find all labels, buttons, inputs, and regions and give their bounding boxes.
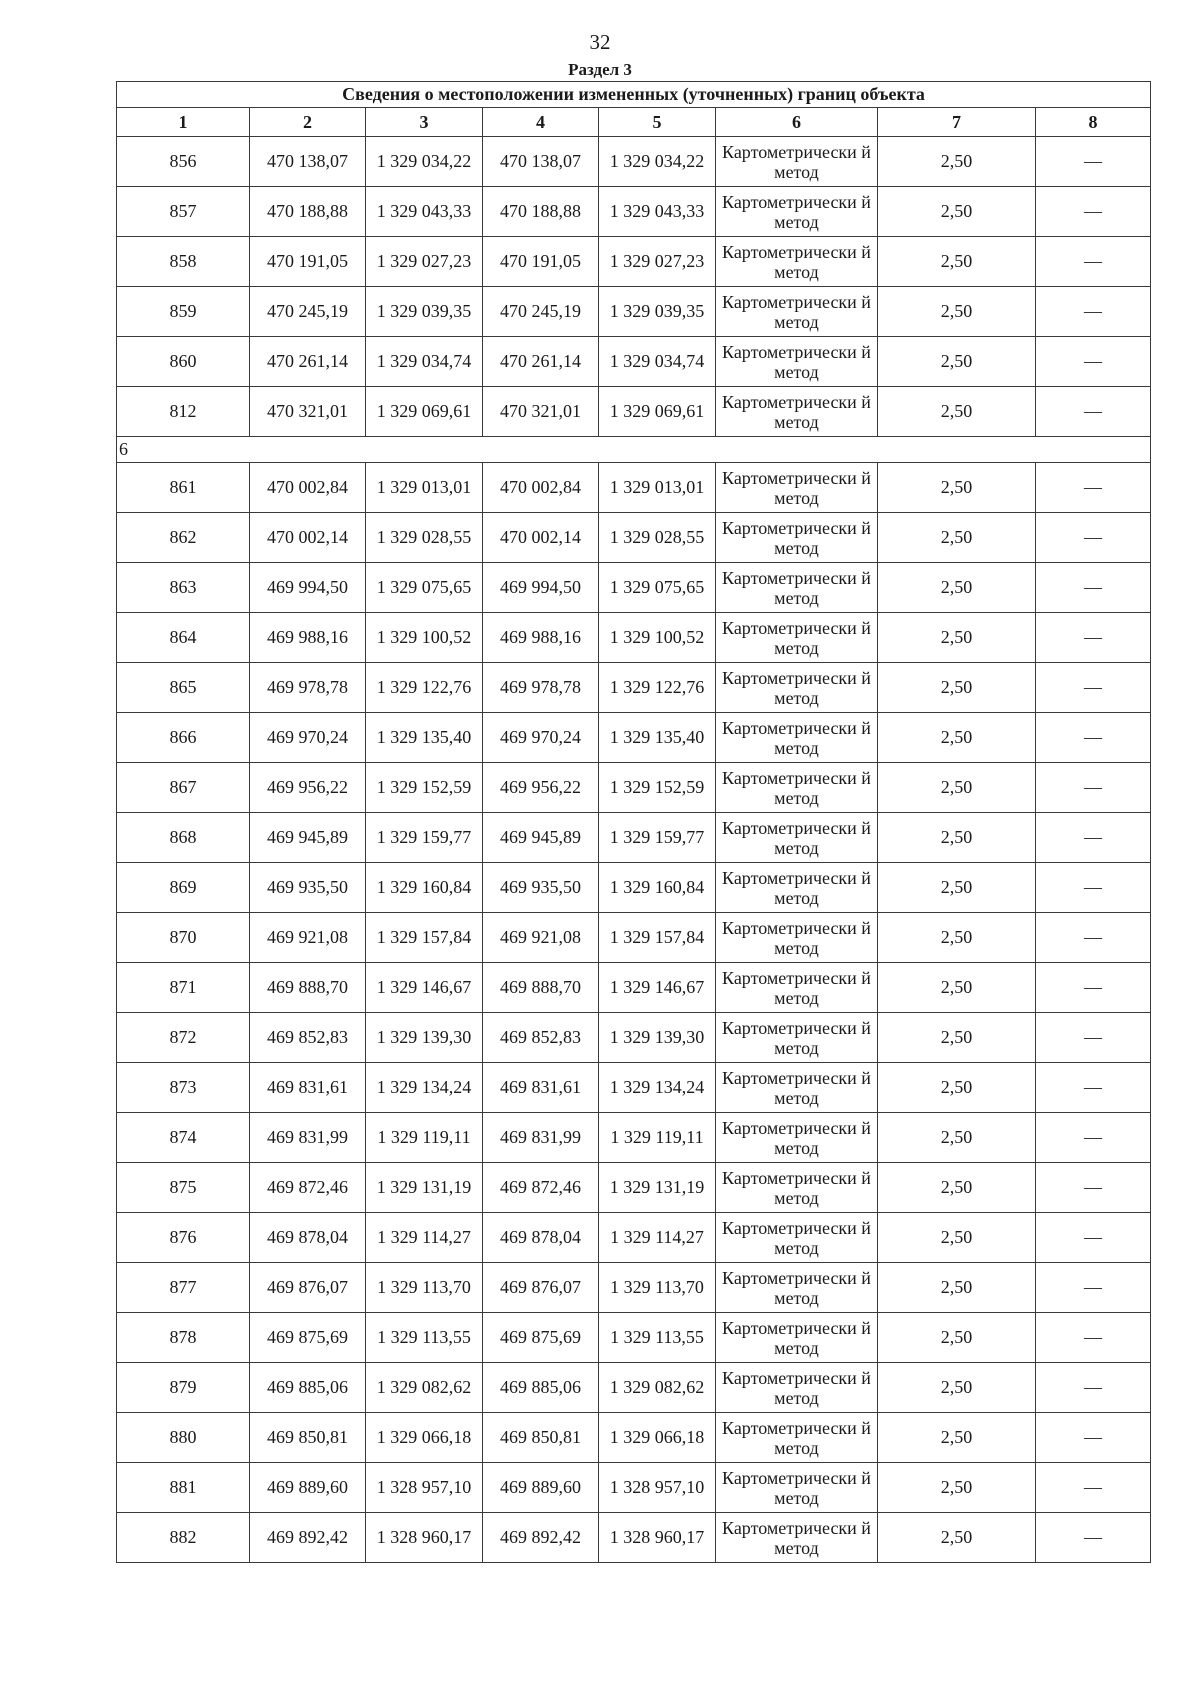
y-existing-cell: 1 329 122,76 [366,663,483,713]
x-refined-cell: 469 935,50 [483,863,599,913]
accuracy-cell: 2,50 [878,563,1036,613]
accuracy-cell: 2,50 [878,1363,1036,1413]
note-cell: — [1036,713,1151,763]
y-refined-cell: 1 328 957,10 [599,1463,716,1513]
x-existing-cell: 469 888,70 [250,963,366,1013]
x-refined-cell: 469 872,46 [483,1163,599,1213]
point-number-cell: 877 [117,1263,250,1313]
point-number-cell: 879 [117,1363,250,1413]
y-existing-cell: 1 328 960,17 [366,1513,483,1563]
x-existing-cell: 470 191,05 [250,237,366,287]
x-refined-cell: 469 892,42 [483,1513,599,1563]
method-cell: Картометрически й метод [716,963,878,1013]
y-existing-cell: 1 329 028,55 [366,513,483,563]
method-cell: Картометрически й метод [716,1013,878,1063]
note-cell: — [1036,1313,1151,1363]
point-number-cell: 861 [117,463,250,513]
table-row [117,663,1151,713]
y-existing-cell: 1 329 069,61 [366,387,483,437]
y-refined-cell: 1 329 114,27 [599,1213,716,1263]
point-number-cell: 868 [117,813,250,863]
note-cell: — [1036,337,1151,387]
x-refined-cell: 469 978,78 [483,663,599,713]
x-refined-cell: 470 321,01 [483,387,599,437]
method-cell: Картометрически й метод [716,1463,878,1513]
note-cell: — [1036,663,1151,713]
x-existing-cell: 470 138,07 [250,137,366,187]
y-existing-cell: 1 329 114,27 [366,1213,483,1263]
table-row [117,1113,1151,1163]
method-cell: Картометрически й метод [716,713,878,763]
point-number-cell: 872 [117,1013,250,1063]
x-existing-cell: 469 831,61 [250,1063,366,1113]
y-refined-cell: 1 329 066,18 [599,1413,716,1463]
note-cell: — [1036,1113,1151,1163]
table-row [117,337,1151,387]
method-cell: Картометрически й метод [716,1163,878,1213]
accuracy-cell: 2,50 [878,513,1036,563]
x-refined-cell: 469 945,89 [483,813,599,863]
note-cell: — [1036,613,1151,663]
point-number-cell: 862 [117,513,250,563]
column-number: 6 [716,108,878,137]
y-refined-cell: 1 328 960,17 [599,1513,716,1563]
x-existing-cell: 470 002,84 [250,463,366,513]
table-row [117,763,1151,813]
x-refined-cell: 469 921,08 [483,913,599,963]
y-existing-cell: 1 329 157,84 [366,913,483,963]
y-refined-cell: 1 329 100,52 [599,613,716,663]
y-refined-cell: 1 329 113,55 [599,1313,716,1363]
y-refined-cell: 1 329 159,77 [599,813,716,863]
y-existing-cell: 1 329 100,52 [366,613,483,663]
table-row [117,1313,1151,1363]
point-number-cell: 876 [117,1213,250,1263]
x-refined-cell: 469 956,22 [483,763,599,813]
x-refined-cell: 470 245,19 [483,287,599,337]
accuracy-cell: 2,50 [878,613,1036,663]
table-row [117,563,1151,613]
point-number-cell: 864 [117,613,250,663]
y-refined-cell: 1 329 139,30 [599,1013,716,1063]
y-refined-cell: 1 329 034,22 [599,137,716,187]
y-refined-cell: 1 329 113,70 [599,1263,716,1313]
note-cell: — [1036,1013,1151,1063]
x-refined-cell: 469 852,83 [483,1013,599,1063]
x-refined-cell: 470 188,88 [483,187,599,237]
point-number-cell: 878 [117,1313,250,1363]
table-row [117,1263,1151,1313]
accuracy-cell: 2,50 [878,337,1036,387]
x-existing-cell: 469 970,24 [250,713,366,763]
accuracy-cell: 2,50 [878,863,1036,913]
table-row [117,463,1151,513]
method-cell: Картометрически й метод [716,1213,878,1263]
note-cell: — [1036,187,1151,237]
accuracy-cell: 2,50 [878,1513,1036,1563]
note-cell: — [1036,1063,1151,1113]
note-cell: — [1036,463,1151,513]
note-cell: — [1036,1363,1151,1413]
y-existing-cell: 1 329 027,23 [366,237,483,287]
accuracy-cell: 2,50 [878,1263,1036,1313]
table-row [117,1463,1151,1513]
table-body [117,82,1151,1563]
page-number: 32 [589,30,611,54]
y-existing-cell: 1 329 082,62 [366,1363,483,1413]
boundary-table [116,81,1151,1563]
x-refined-cell: 469 850,81 [483,1413,599,1463]
method-cell: Картометрически й метод [716,563,878,613]
point-number-cell: 874 [117,1113,250,1163]
point-number-cell: 860 [117,337,250,387]
x-existing-cell: 470 188,88 [250,187,366,237]
accuracy-cell: 2,50 [878,1413,1036,1463]
x-refined-cell: 469 888,70 [483,963,599,1013]
method-cell: Картометрически й метод [716,387,878,437]
x-existing-cell: 469 872,46 [250,1163,366,1213]
note-cell: — [1036,137,1151,187]
y-existing-cell: 1 329 134,24 [366,1063,483,1113]
x-existing-cell: 469 892,42 [250,1513,366,1563]
accuracy-cell: 2,50 [878,463,1036,513]
point-number-cell: 867 [117,763,250,813]
x-refined-cell: 470 002,14 [483,513,599,563]
table-row [117,713,1151,763]
method-cell: Картометрически й метод [716,137,878,187]
table-row [117,813,1151,863]
method-cell: Картометрически й метод [716,187,878,237]
x-refined-cell: 470 002,84 [483,463,599,513]
table-row [117,1163,1151,1213]
column-number: 7 [878,108,1036,137]
table-row [117,287,1151,337]
note-cell: — [1036,1413,1151,1463]
column-number-row [117,108,1151,137]
point-number-cell: 870 [117,913,250,963]
x-refined-cell: 470 138,07 [483,137,599,187]
y-refined-cell: 1 329 082,62 [599,1363,716,1413]
x-existing-cell: 469 885,06 [250,1363,366,1413]
table-row [117,613,1151,663]
x-refined-cell: 469 831,99 [483,1113,599,1163]
y-refined-cell: 1 329 135,40 [599,713,716,763]
x-existing-cell: 470 245,19 [250,287,366,337]
method-cell: Картометрически й метод [716,863,878,913]
accuracy-cell: 2,50 [878,1213,1036,1263]
note-cell: — [1036,513,1151,563]
note-cell: — [1036,763,1151,813]
x-refined-cell: 469 875,69 [483,1313,599,1363]
method-cell: Картометрически й метод [716,1513,878,1563]
point-number-cell: 865 [117,663,250,713]
point-number-cell: 880 [117,1413,250,1463]
y-refined-cell: 1 329 146,67 [599,963,716,1013]
caption-row [117,82,1151,108]
x-existing-cell: 469 945,89 [250,813,366,863]
method-cell: Картометрически й метод [716,1363,878,1413]
accuracy-cell: 2,50 [878,913,1036,963]
accuracy-cell: 2,50 [878,663,1036,713]
y-refined-cell: 1 329 069,61 [599,387,716,437]
note-cell: — [1036,1163,1151,1213]
y-refined-cell: 1 329 134,24 [599,1063,716,1113]
y-existing-cell: 1 329 039,35 [366,287,483,337]
method-cell: Картометрически й метод [716,1113,878,1163]
accuracy-cell: 2,50 [878,1063,1036,1113]
x-existing-cell: 470 002,14 [250,513,366,563]
note-cell: — [1036,913,1151,963]
y-existing-cell: 1 329 066,18 [366,1413,483,1463]
accuracy-cell: 2,50 [878,813,1036,863]
table-row [117,137,1151,187]
point-number-cell: 859 [117,287,250,337]
x-existing-cell: 469 889,60 [250,1463,366,1513]
point-number-cell: 869 [117,863,250,913]
y-existing-cell: 1 329 034,22 [366,137,483,187]
note-cell: — [1036,863,1151,913]
y-existing-cell: 1 329 146,67 [366,963,483,1013]
x-existing-cell: 470 321,01 [250,387,366,437]
table-row [117,1513,1151,1563]
table-row [117,1363,1151,1413]
y-existing-cell: 1 329 075,65 [366,563,483,613]
column-number: 4 [483,108,599,137]
x-existing-cell: 469 852,83 [250,1013,366,1063]
accuracy-cell: 2,50 [878,1463,1036,1513]
method-cell: Картометрически й метод [716,1063,878,1113]
point-number-cell: 873 [117,1063,250,1113]
column-number: 1 [117,108,250,137]
method-cell: Картометрически й метод [716,287,878,337]
column-number: 3 [366,108,483,137]
x-existing-cell: 469 831,99 [250,1113,366,1163]
point-number-cell: 856 [117,137,250,187]
x-refined-cell: 470 261,14 [483,337,599,387]
x-existing-cell: 469 850,81 [250,1413,366,1463]
y-existing-cell: 1 328 957,10 [366,1463,483,1513]
method-cell: Картометрически й метод [716,1263,878,1313]
note-cell: — [1036,287,1151,337]
point-number-cell: 857 [117,187,250,237]
y-existing-cell: 1 329 113,70 [366,1263,483,1313]
accuracy-cell: 2,50 [878,1313,1036,1363]
y-refined-cell: 1 329 027,23 [599,237,716,287]
y-existing-cell: 1 329 119,11 [366,1113,483,1163]
y-refined-cell: 1 329 157,84 [599,913,716,963]
note-cell: — [1036,813,1151,863]
x-existing-cell: 469 935,50 [250,863,366,913]
table-row [117,187,1151,237]
x-existing-cell: 469 994,50 [250,563,366,613]
y-existing-cell: 1 329 113,55 [366,1313,483,1363]
x-existing-cell: 469 978,78 [250,663,366,713]
method-cell: Картометрически й метод [716,763,878,813]
accuracy-cell: 2,50 [878,387,1036,437]
table-row [117,387,1151,437]
x-refined-cell: 469 970,24 [483,713,599,763]
y-refined-cell: 1 329 043,33 [599,187,716,237]
x-existing-cell: 470 261,14 [250,337,366,387]
note-cell: — [1036,1463,1151,1513]
method-cell: Картометрически й метод [716,613,878,663]
y-refined-cell: 1 329 013,01 [599,463,716,513]
x-refined-cell: 470 191,05 [483,237,599,287]
method-cell: Картометрически й метод [716,237,878,287]
accuracy-cell: 2,50 [878,237,1036,287]
note-cell: — [1036,387,1151,437]
y-refined-cell: 1 329 028,55 [599,513,716,563]
y-existing-cell: 1 329 152,59 [366,763,483,813]
contour-group-label: 6 [117,437,1151,463]
point-number-cell: 812 [117,387,250,437]
x-existing-cell: 469 878,04 [250,1213,366,1263]
y-refined-cell: 1 329 039,35 [599,287,716,337]
x-existing-cell: 469 988,16 [250,613,366,663]
column-number: 2 [250,108,366,137]
note-cell: — [1036,1263,1151,1313]
table-row [117,1013,1151,1063]
point-number-cell: 871 [117,963,250,1013]
x-refined-cell: 469 994,50 [483,563,599,613]
x-refined-cell: 469 878,04 [483,1213,599,1263]
y-refined-cell: 1 329 075,65 [599,563,716,613]
accuracy-cell: 2,50 [878,763,1036,813]
x-refined-cell: 469 889,60 [483,1463,599,1513]
method-cell: Картометрически й метод [716,813,878,863]
table-row [117,863,1151,913]
table-row [117,913,1151,963]
y-existing-cell: 1 329 160,84 [366,863,483,913]
y-existing-cell: 1 329 159,77 [366,813,483,863]
section-title: Раздел 3 [568,60,632,79]
method-cell: Картометрически й метод [716,1313,878,1363]
note-cell: — [1036,963,1151,1013]
accuracy-cell: 2,50 [878,137,1036,187]
method-cell: Картометрически й метод [716,663,878,713]
accuracy-cell: 2,50 [878,1113,1036,1163]
point-number-cell: 882 [117,1513,250,1563]
contour-group-row [117,437,1151,463]
method-cell: Картометрически й метод [716,513,878,563]
method-cell: Картометрически й метод [716,913,878,963]
accuracy-cell: 2,50 [878,187,1036,237]
y-existing-cell: 1 329 013,01 [366,463,483,513]
note-cell: — [1036,1213,1151,1263]
x-refined-cell: 469 876,07 [483,1263,599,1313]
note-cell: — [1036,563,1151,613]
y-existing-cell: 1 329 034,74 [366,337,483,387]
accuracy-cell: 2,50 [878,1163,1036,1213]
point-number-cell: 858 [117,237,250,287]
y-existing-cell: 1 329 139,30 [366,1013,483,1063]
accuracy-cell: 2,50 [878,287,1036,337]
x-existing-cell: 469 956,22 [250,763,366,813]
x-existing-cell: 469 875,69 [250,1313,366,1363]
accuracy-cell: 2,50 [878,713,1036,763]
x-refined-cell: 469 885,06 [483,1363,599,1413]
y-existing-cell: 1 329 131,19 [366,1163,483,1213]
table-row [117,1063,1151,1113]
table-row [117,1213,1151,1263]
y-refined-cell: 1 329 034,74 [599,337,716,387]
table-row [117,963,1151,1013]
y-refined-cell: 1 329 160,84 [599,863,716,913]
note-cell: — [1036,1513,1151,1563]
x-refined-cell: 469 831,61 [483,1063,599,1113]
y-refined-cell: 1 329 152,59 [599,763,716,813]
y-refined-cell: 1 329 122,76 [599,663,716,713]
y-refined-cell: 1 329 119,11 [599,1113,716,1163]
point-number-cell: 866 [117,713,250,763]
method-cell: Картометрически й метод [716,463,878,513]
column-number: 8 [1036,108,1151,137]
note-cell: — [1036,237,1151,287]
column-number: 5 [599,108,716,137]
y-existing-cell: 1 329 043,33 [366,187,483,237]
method-cell: Картометрически й метод [716,337,878,387]
x-existing-cell: 469 876,07 [250,1263,366,1313]
point-number-cell: 881 [117,1463,250,1513]
method-cell: Картометрически й метод [716,1413,878,1463]
table-row [117,1413,1151,1463]
accuracy-cell: 2,50 [878,963,1036,1013]
point-number-cell: 863 [117,563,250,613]
table-row [117,237,1151,287]
table-row [117,513,1151,563]
table-caption: Сведения о местоположении измененных (уточненных) границ объекта [117,82,1151,108]
point-number-cell: 875 [117,1163,250,1213]
x-refined-cell: 469 988,16 [483,613,599,663]
accuracy-cell: 2,50 [878,1013,1036,1063]
y-refined-cell: 1 329 131,19 [599,1163,716,1213]
x-existing-cell: 469 921,08 [250,913,366,963]
y-existing-cell: 1 329 135,40 [366,713,483,763]
